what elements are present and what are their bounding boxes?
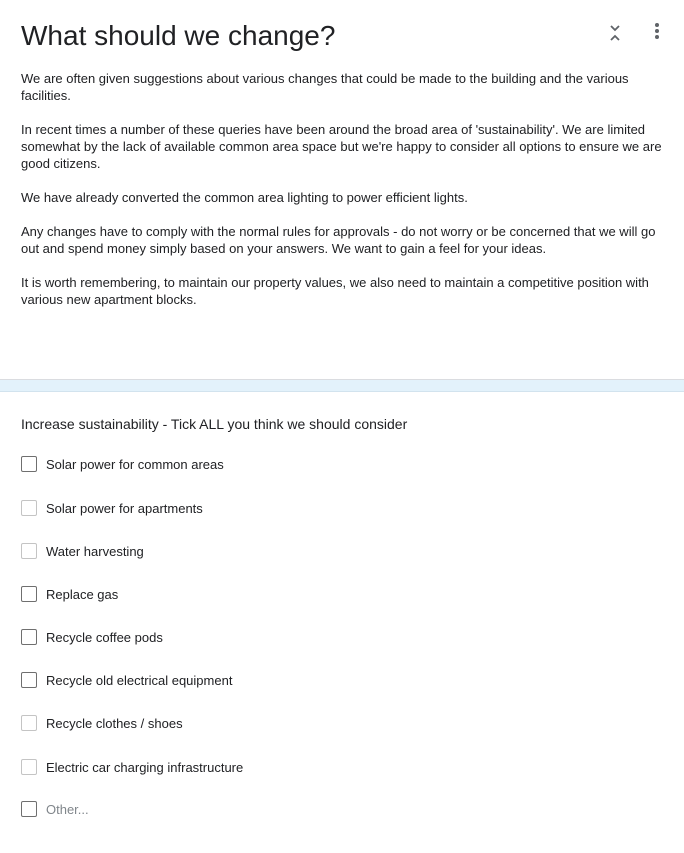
checkbox[interactable] (21, 500, 37, 516)
description-paragraph: We are often given suggestions about various changes that could be made to the building and the various facilities. (21, 71, 629, 103)
option-label: Solar power for common areas (46, 456, 224, 472)
description-paragraph: It is worth remembering, to maintain our property values, we also need to maintain a competitive position with various new apartment blocks. (21, 275, 649, 307)
option-recycle-clothes[interactable] (21, 713, 183, 733)
checkbox[interactable] (21, 456, 37, 472)
section-description (21, 70, 669, 325)
checkbox[interactable] (21, 715, 37, 731)
more-vert-icon (654, 22, 660, 40)
option-ev-charging[interactable] (21, 757, 243, 777)
option-label: Electric car charging infrastructure (46, 759, 244, 775)
option-recycle-electrical[interactable] (21, 670, 232, 690)
checkbox[interactable] (21, 801, 37, 817)
checkbox[interactable] (21, 759, 37, 775)
question-title: Increase sustainability - Tick ALL you think we should consider (21, 416, 408, 432)
collapse-button[interactable] (602, 20, 628, 46)
option-other[interactable] (21, 799, 89, 819)
option-label: Recycle coffee pods (46, 629, 163, 645)
option-replace-gas[interactable] (21, 584, 118, 604)
section-divider (0, 380, 684, 392)
checkbox[interactable] (21, 586, 37, 602)
description-paragraph: Any changes have to comply with the normal rules for approvals - do not worry or be concerned that we will go out and spend money simply based on your answers. We want to gain a feel for your ideas. (21, 224, 656, 256)
checkbox[interactable] (21, 672, 37, 688)
checkbox[interactable] (21, 629, 37, 645)
more-options-button[interactable] (645, 18, 669, 44)
option-label: Recycle clothes / shoes (46, 715, 183, 731)
section-header-card (0, 0, 684, 380)
option-label: Recycle old electrical equipment (46, 672, 233, 688)
option-label: Solar power for apartments (46, 500, 203, 516)
description-paragraph: We have already converted the common area lighting to power efficient lights. (21, 190, 468, 205)
checkbox[interactable] (21, 543, 37, 559)
question-card (0, 392, 684, 853)
collapse-icon (609, 24, 621, 42)
option-solar-apartments[interactable] (21, 498, 203, 518)
option-solar-common-areas[interactable] (21, 454, 224, 474)
option-recycle-coffee-pods[interactable] (21, 627, 163, 647)
option-label: Water harvesting (46, 543, 144, 559)
description-paragraph: In recent times a number of these queries have been around the broad area of 'sustainability'. We are limited somewhat by the lack of available common area space but we're happy to consider all options to ensure we are good citizens. (21, 122, 662, 171)
option-water-harvesting[interactable] (21, 541, 144, 561)
section-title: What should we change? (21, 20, 336, 51)
other-label: Other... (46, 801, 89, 817)
option-label: Replace gas (46, 586, 119, 602)
